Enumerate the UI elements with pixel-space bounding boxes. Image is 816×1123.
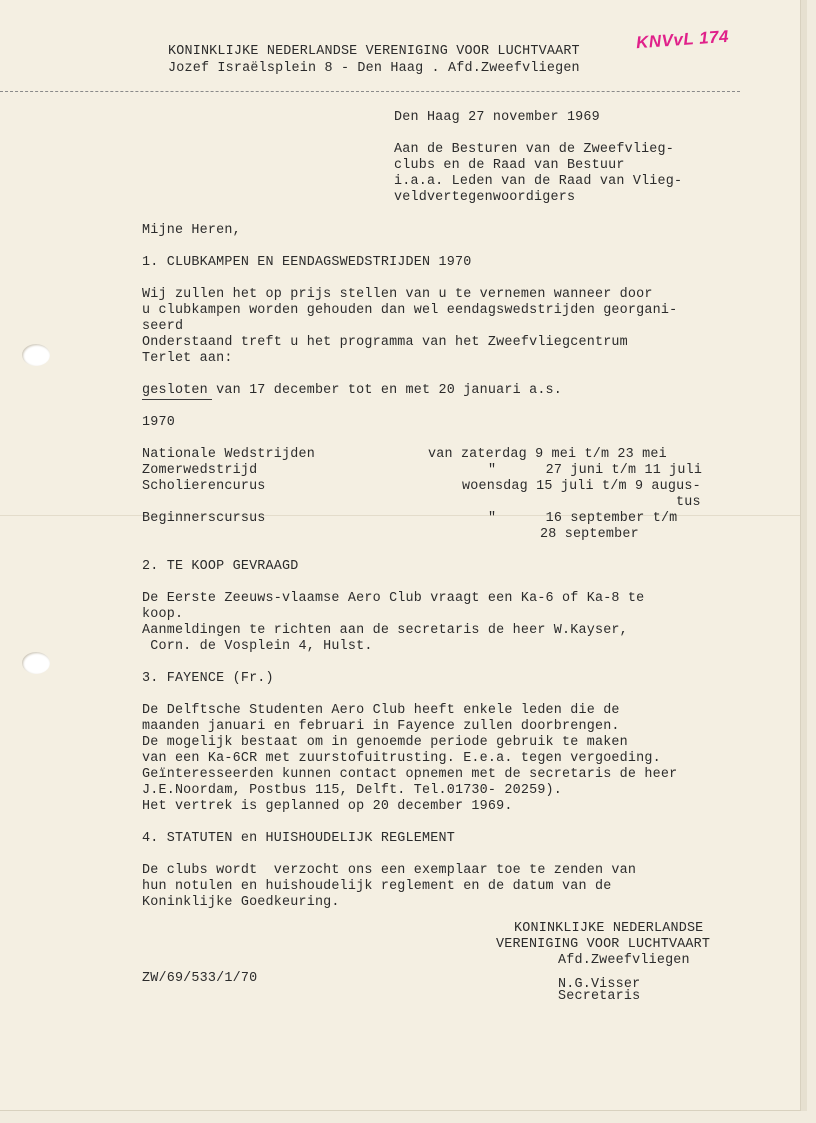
section-1-para-line: seerd: [142, 319, 184, 334]
recipient-line-1: Aan de Besturen van de Zweefvlieg-: [394, 142, 675, 157]
section-1-heading: 1. CLUBKAMPEN EN EENDAGSWEDSTRIJDEN 1970: [142, 255, 472, 270]
section-1-para-line: Terlet aan:: [142, 351, 233, 366]
section-2-para-line: Aanmeldingen te richten aan de secretaris de heer W.Kayser,: [142, 623, 628, 638]
section-3-para-line: De Delftsche Studenten Aero Club heeft enkele leden die de: [142, 703, 620, 718]
signer-name: N.G.Visser: [558, 977, 641, 992]
schedule-event-dates: " 16 september t/m: [488, 511, 678, 526]
section-1-para-line: Wij zullen het op prijs stellen van u te vernemen wanneer door: [142, 287, 653, 302]
schedule-event-dates: 28 september: [540, 527, 639, 542]
schedule-event-dates: tus: [676, 495, 701, 510]
section-3-para-line: Geïnteresseerden kunnen contact opnemen met de secretaris de heer: [142, 767, 678, 782]
schedule-event-name: Zomerwedstrijd: [142, 463, 258, 478]
archive-stamp: KNVvL 174: [635, 26, 730, 53]
section-4-heading: 4. STATUTEN en HUISHOUDELIJK REGLEMENT: [142, 831, 455, 846]
section-4-para-line: De clubs wordt verzocht ons een exemplaar toe te zenden van: [142, 863, 637, 878]
section-2-para-line: De Eerste Zeeuws-vlaamse Aero Club vraagt een Ka-6 of Ka-8 te: [142, 591, 645, 606]
recipient-line-2: clubs en de Raad van Bestuur: [394, 158, 625, 173]
schedule-event-dates: woensdag 15 juli t/m 9 augus-: [462, 479, 701, 494]
schedule-event-name: Beginnerscursus: [142, 511, 266, 526]
letterhead-line-1: KONINKLIJKE NEDERLANDSE VERENIGING VOOR LUCHTVAART: [168, 44, 580, 59]
closed-underline: [142, 399, 212, 400]
recipient-line-4: veldvertegenwoordigers: [394, 190, 576, 205]
section-3-para-line: J.E.Noordam, Postbus 115, Delft. Tel.01730- 20259).: [142, 783, 563, 798]
section-2-para-line: Corn. de Vosplein 4, Hulst.: [142, 639, 373, 654]
section-3-heading: 3. FAYENCE (Fr.): [142, 671, 274, 686]
schedule-event-dates: " 27 juni t/m 11 juli: [488, 463, 703, 478]
section-1-para-line: Onderstaand treft u het programma van het Zweefvliegcentrum: [142, 335, 628, 350]
section-3-para-line: van een Ka-6CR met zuurstofuitrusting. E.e.a. tegen vergoeding.: [142, 751, 661, 766]
section-3-para-line: De mogelijk bestaat om in genoemde periode gebruik te maken: [142, 735, 628, 750]
punch-hole-bottom: [22, 652, 50, 674]
section-3-para-line: maanden januari en februari in Fayence zullen doorbrengen.: [142, 719, 620, 734]
schedule-event-name: Nationale Wedstrijden: [142, 447, 315, 462]
letter-date: Den Haag 27 november 1969: [394, 110, 600, 125]
reference-number: ZW/69/533/1/70: [142, 971, 258, 986]
recipient-line-3: i.a.a. Leden van de Raad van Vlieg-: [394, 174, 683, 189]
section-1-para-line: u clubkampen worden gehouden dan wel eendagswedstrijden georgani-: [142, 303, 678, 318]
schedule-event-name: Scholierencurus: [142, 479, 266, 494]
signature-dept: Afd.Zweefvliegen: [558, 953, 690, 968]
section-4-para-line: Koninklijke Goedkeuring.: [142, 895, 340, 910]
schedule-event-dates: van zaterdag 9 mei t/m 23 mei: [428, 447, 667, 462]
letterhead-rule: [0, 91, 740, 92]
fold-line: [0, 515, 800, 516]
schedule-year: 1970: [142, 415, 175, 430]
salutation: Mijne Heren,: [142, 223, 241, 238]
signer-title: Secretaris: [558, 989, 641, 1004]
section-2-heading: 2. TE KOOP GEVRAAGD: [142, 559, 299, 574]
closed-period: gesloten van 17 december tot en met 20 januari a.s.: [142, 383, 563, 398]
signature-org-line: VERENIGING VOOR LUCHTVAART: [496, 937, 711, 952]
letterhead-line-2: Jozef Israëlsplein 8 - Den Haag . Afd.Zweefvliegen: [168, 61, 580, 76]
signature-org-line: KONINKLIJKE NEDERLANDSE: [514, 921, 704, 936]
section-3-para-line: Het vertrek is geplanned op 20 december 1969.: [142, 799, 513, 814]
section-2-para-line: koop.: [142, 607, 184, 622]
punch-hole-top: [22, 344, 50, 366]
section-4-para-line: hun notulen en huishoudelijk reglement en de datum van de: [142, 879, 612, 894]
